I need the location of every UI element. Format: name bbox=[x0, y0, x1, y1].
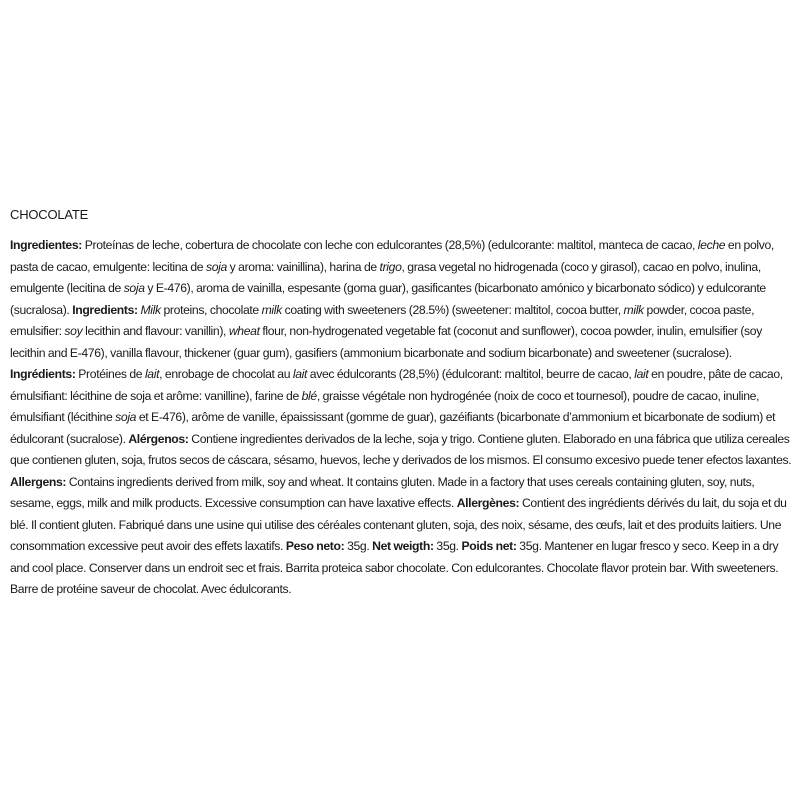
text-run: Protéines de bbox=[75, 367, 145, 381]
ingredients-paragraph bbox=[10, 235, 796, 601]
text-run: avec édulcorants (28,5%) (édulcorant: maltitol, beurre de cacao, bbox=[307, 367, 635, 381]
allergen-term: lait bbox=[144, 367, 160, 381]
section-heading: Allergènes: bbox=[456, 496, 520, 510]
text-run: et E-476), arôme de vanille, épaississant (gomme de guar), gazéifiants (bicarbonate d’ammonium et bicarbonate de sodium) et édulcorant (sucralose). bbox=[10, 410, 776, 446]
text-run: 35g. bbox=[433, 539, 462, 553]
text-run: en polvo, pasta de cacao, emulgente: lecitina de bbox=[10, 238, 774, 274]
allergen-term: soy bbox=[64, 324, 83, 338]
text-run: , enrobage de chocolat au bbox=[159, 367, 293, 381]
product-title: CHOCOLATE bbox=[10, 207, 89, 222]
text-run: Proteínas de leche, cobertura de chocolate con leche con edulcorantes (28,5%) (edulcorante: maltitol, manteca de cacao, bbox=[81, 238, 698, 252]
allergen-term: soja bbox=[115, 410, 137, 424]
text-run: 35g. Mantener en lugar fresco y seco. Keep in a dry and cool place. Conserver dans un endroit sec et frais. Barrita proteica sabor chocolate. Con edulcorantes. Chocolate flavor protein bar. With sweeteners. Barre de protéine saveur de chocolat. Avec édulcorants. bbox=[10, 539, 779, 596]
section-heading: Net weigth: bbox=[372, 539, 434, 553]
allergen-term: wheat bbox=[228, 324, 260, 338]
text-run: y aroma: vainillina), harina de bbox=[226, 259, 380, 274]
section-heading: Poids net: bbox=[461, 539, 517, 553]
text-run: powder, cocoa paste, emulsifier: bbox=[10, 302, 755, 338]
allergen-term: leche bbox=[697, 238, 726, 252]
text-run: 35g. bbox=[344, 539, 373, 553]
allergen-term: milk bbox=[623, 302, 644, 317]
text-run: coating with sweeteners (28.5%) (sweetener: maltitol, cocoa butter, bbox=[281, 302, 624, 317]
allergen-term: milk bbox=[261, 302, 282, 317]
section-heading: Ingredientes: bbox=[10, 238, 82, 252]
text-run: Contains ingredients derived from milk, soy and wheat. It contains gluten. Made in a factory that uses cereals containing gluten, soy, nuts, sesame, eggs, milk and milk products. Excessive consumption can have laxative effects. bbox=[10, 474, 755, 510]
section-heading: Ingrédients: bbox=[10, 367, 76, 381]
text-run: Contiene ingredientes derivados de la leche, soja y trigo. Contiene gluten. Elaborado en una fábrica que utiliza cereales que contienen gluten, soja, frutos secos de cáscara, sésamo, huevos, leche y derivados de los mismos. El consumo excesivo puede tener efectos laxantes. bbox=[10, 431, 792, 467]
allergen-term: soja bbox=[205, 259, 227, 274]
allergen-term: soja bbox=[123, 281, 145, 295]
allergen-term: lait bbox=[634, 367, 649, 381]
text-run: proteins, chocolate bbox=[160, 302, 262, 317]
section-heading: Peso neto: bbox=[285, 539, 345, 553]
allergen-term: Milk bbox=[140, 302, 161, 317]
text-run: y E-476), aroma de vainilla, espesante (goma guar), gasificantes (bicarbonato amónico y bicarbonato sódico) y edulcorante (sucralosa). bbox=[10, 281, 766, 317]
section-heading: Ingredients: bbox=[72, 302, 138, 317]
allergen-term: trigo bbox=[379, 259, 402, 274]
label-text-block bbox=[10, 207, 796, 601]
text-run: lecithin and flavour: vanillin), bbox=[82, 324, 229, 338]
text-run: flour, non-hydrogenated vegetable fat (coconut and sunflower), cocoa powder, inulin, emulsifier (soy lecithin and E-476), vanilla flavour, thickener (guar gum), gasifiers (ammonium bicarbonate and sodium bicarbonate) and sweetener (sucralose). bbox=[10, 324, 762, 360]
section-heading: Allergens: bbox=[10, 474, 67, 489]
section-heading: Alérgenos: bbox=[128, 431, 189, 446]
text-run: Contient des ingrédients dérivés du lait, du soja et du blé. Il contient gluten. Fabriqué dans une usine qui utilise des céréales contenant gluten, soja, des noix, sésame, des œufs, lait et des produits laitiers. Une consommation excessive peut avoir des effets laxatifs. bbox=[10, 496, 787, 553]
allergen-term: blé bbox=[301, 388, 317, 403]
text-run: , grasa vegetal no hidrogenada (coco y girasol), cacao en polvo, inulina, emulgente (lecitina de bbox=[10, 259, 761, 295]
text-run: en poudre, pâte de cacao, émulsifiant: lécithine de soja et arôme: vanilline), farine de bbox=[10, 367, 783, 403]
allergen-term: lait bbox=[292, 367, 308, 381]
text-run: , graisse végétale non hydrogénée (noix de coco et tournesol), poudre de cacao, inuline, émulsifiant (lécithine bbox=[10, 388, 760, 424]
